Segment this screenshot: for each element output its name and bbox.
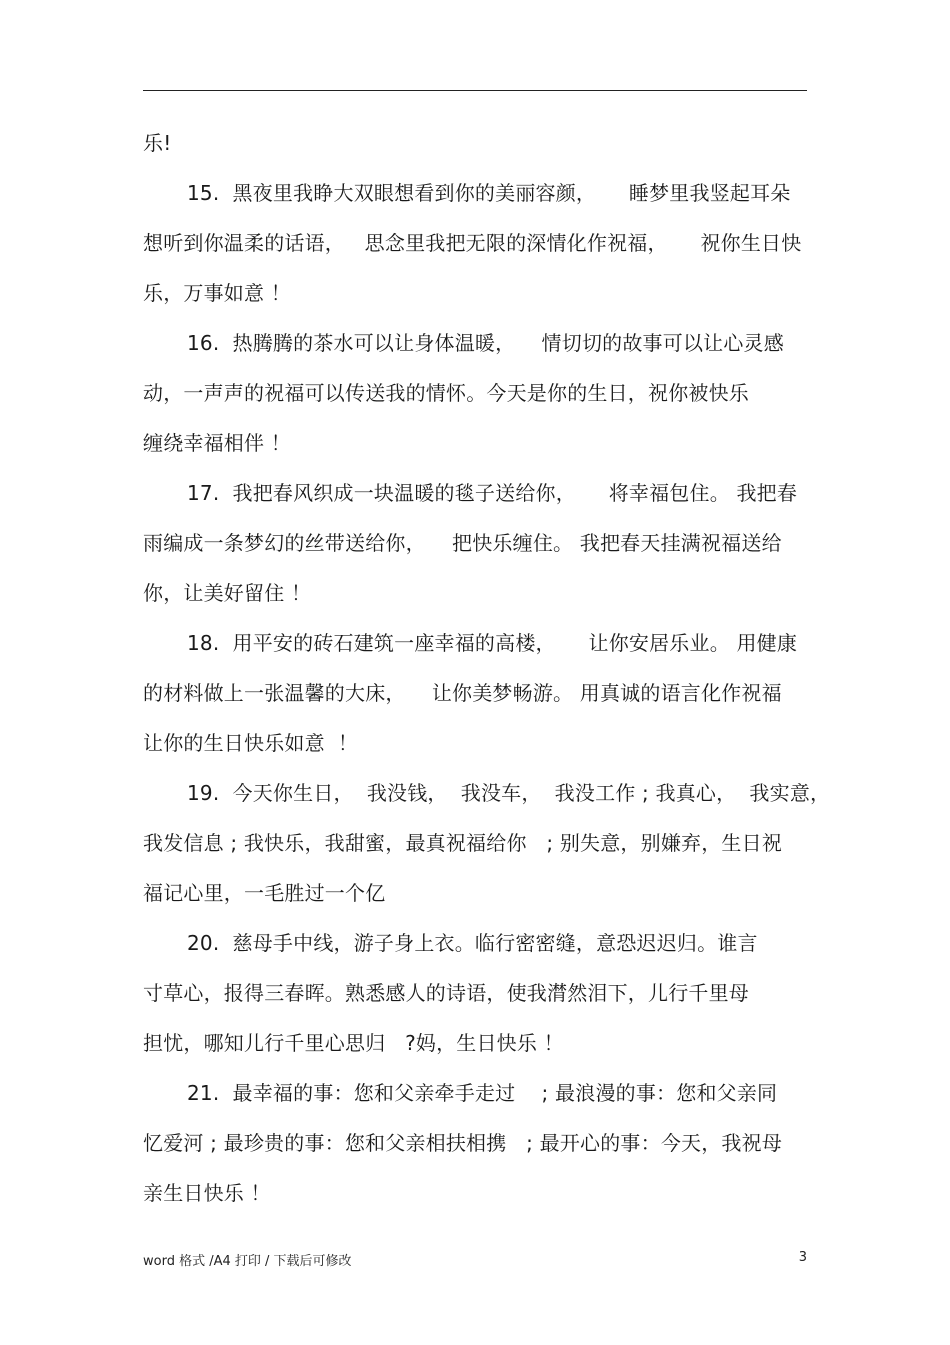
- paragraph-20-line: 担忧，哪知儿行千里心思归 ?妈，生日快乐 ！: [143, 1031, 564, 1055]
- paragraph-20-line: 寸草心，报得三春晖。熟悉感人的诗语，使我潸然泪下，儿行千里母: [143, 981, 749, 1005]
- paragraph-15-line: 乐，万事如意 ！: [143, 281, 291, 305]
- paragraph-16-line: 缠绕幸福相伴 ！: [143, 431, 291, 455]
- paragraph-19-line: 我发信息 ; 我快乐，我甜蜜，最真祝福给你 ; 别失意，别嫌弃，生日祝: [143, 831, 783, 855]
- paragraph-17-line: 17. 我把春风织成一块温暖的毯子送给你， 将幸福包住。 我把春: [187, 481, 798, 505]
- paragraph-15-line: 15. 黑夜里我睁大双眼想看到你的美丽容颜， 睡梦里我竖起耳朵: [187, 181, 791, 205]
- paragraph-17-line: 你，让美好留住 ！: [143, 581, 312, 605]
- paragraph-15-line: 想听到你温柔的话语， 思念里我把无限的深情化作祝福， 祝你生日快: [143, 231, 802, 255]
- document-body: [143, 118, 831, 1218]
- paragraph-16-line: 16. 热腾腾的茶水可以让身体温暖， 情切切的故事可以让心灵感: [187, 331, 784, 355]
- paragraph-21-line: 忆爱河 ; 最珍贵的事：您和父亲相扶相携 ; 最开心的事：今天，我祝母: [143, 1131, 783, 1155]
- paragraph-17-line: 雨编成一条梦幻的丝带送给你， 把快乐缠住。 我把春天挂满祝福送给: [143, 531, 782, 555]
- header-rule: [143, 90, 807, 91]
- page-number: 3: [798, 1250, 807, 1265]
- paragraph-21-line: 亲生日快乐 ！: [143, 1181, 271, 1205]
- footer-note: word 格式 /A4 打印 / 下载后可修改: [143, 1254, 352, 1269]
- paragraph-19-line: 19. 今天你生日， 我没钱， 我没车， 我没工作 ; 我真心， 我实意，: [187, 781, 831, 805]
- paragraph-16-line: 动，一声声的祝福可以传送我的情怀。今天是你的生日，祝你被快乐: [143, 381, 749, 405]
- paragraph-19-line: 福记心里，一毛胜过一个亿: [143, 881, 386, 905]
- paragraph-20-line: 20. 慈母手中线，游子身上衣。临行密密缝，意恐迟迟归。谁言: [187, 931, 758, 955]
- text-line: 乐!: [143, 131, 172, 155]
- paragraph-21-line: 21. 最幸福的事：您和父亲牵手走过 ; 最浪漫的事：您和父亲同: [187, 1081, 778, 1105]
- paragraph-18-line: 的材料做上一张温馨的大床， 让你美梦畅游。 用真诚的语言化作祝福: [143, 681, 782, 705]
- paragraph-18-line: 18. 用平安的砖石建筑一座幸福的高楼， 让你安居乐业。 用健康: [187, 631, 798, 655]
- paragraph-18-line: 让你的生日快乐如意 ！: [143, 731, 359, 755]
